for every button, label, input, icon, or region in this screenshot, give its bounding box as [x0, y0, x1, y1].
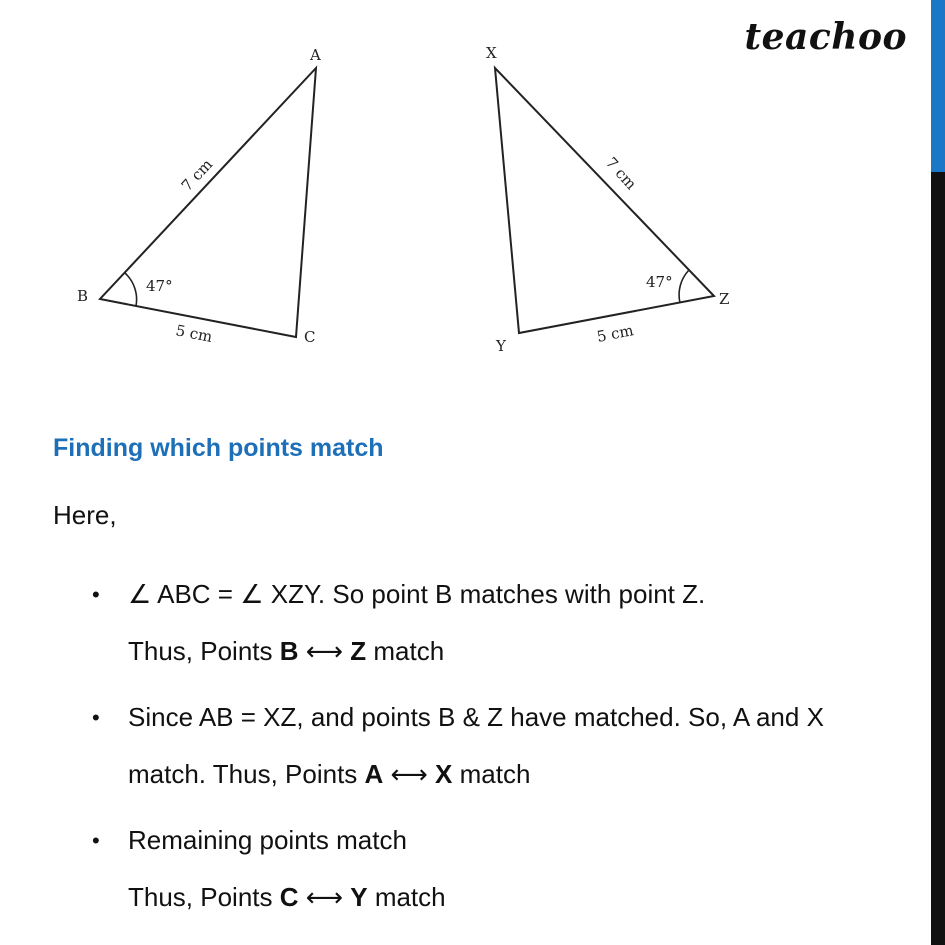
- bullet-item: [92, 566, 892, 680]
- bullet-line2: match. Thus, Points A ⟷ X match: [128, 759, 531, 789]
- bullet-item: [92, 689, 892, 803]
- vertex-c-label: C: [304, 328, 316, 346]
- side-xz-label: 7 cm: [602, 153, 641, 194]
- bullet-line2: Thus, Points B ⟷ Z match: [128, 636, 445, 666]
- bullet-line1: Since AB = XZ, and points B & Z have matched. So, A and X: [128, 702, 824, 732]
- angle-z-label: 47°: [646, 273, 673, 291]
- triangle-xyz: [495, 68, 714, 333]
- bullet-dot-icon: •: [92, 582, 100, 607]
- triangles-figure: [0, 0, 945, 400]
- teachoo-logo: teachoo: [744, 16, 907, 58]
- vertex-y-label: Y: [496, 337, 506, 355]
- side-ab-label: 7 cm: [177, 155, 217, 195]
- side-bc-label: 5 cm: [174, 321, 214, 346]
- angle-b-arc: [125, 273, 137, 306]
- bullet-line1: ∠ ABC = ∠ XZY. So point B matches with point Z.: [128, 579, 706, 609]
- bullet-list: [92, 566, 892, 935]
- angle-b-label: 47°: [146, 277, 173, 295]
- vertex-x-label: X: [486, 44, 497, 62]
- bullet-line2: Thus, Points C ⟷ Y match: [128, 882, 446, 912]
- angle-z-arc: [679, 270, 689, 303]
- section-heading: Finding which points match: [53, 434, 384, 462]
- bullet-line1: Remaining points match: [128, 825, 407, 855]
- vertex-z-label: Z: [719, 290, 730, 308]
- triangle-abc: [100, 68, 316, 337]
- bullet-item: [92, 812, 892, 926]
- vertex-b-label: B: [77, 287, 89, 305]
- intro-text: Here,: [53, 500, 117, 530]
- bullet-dot-icon: •: [92, 705, 100, 730]
- side-yz-label: 5 cm: [595, 321, 636, 346]
- bullet-dot-icon: •: [92, 828, 100, 853]
- vertex-a-label: A: [310, 46, 321, 64]
